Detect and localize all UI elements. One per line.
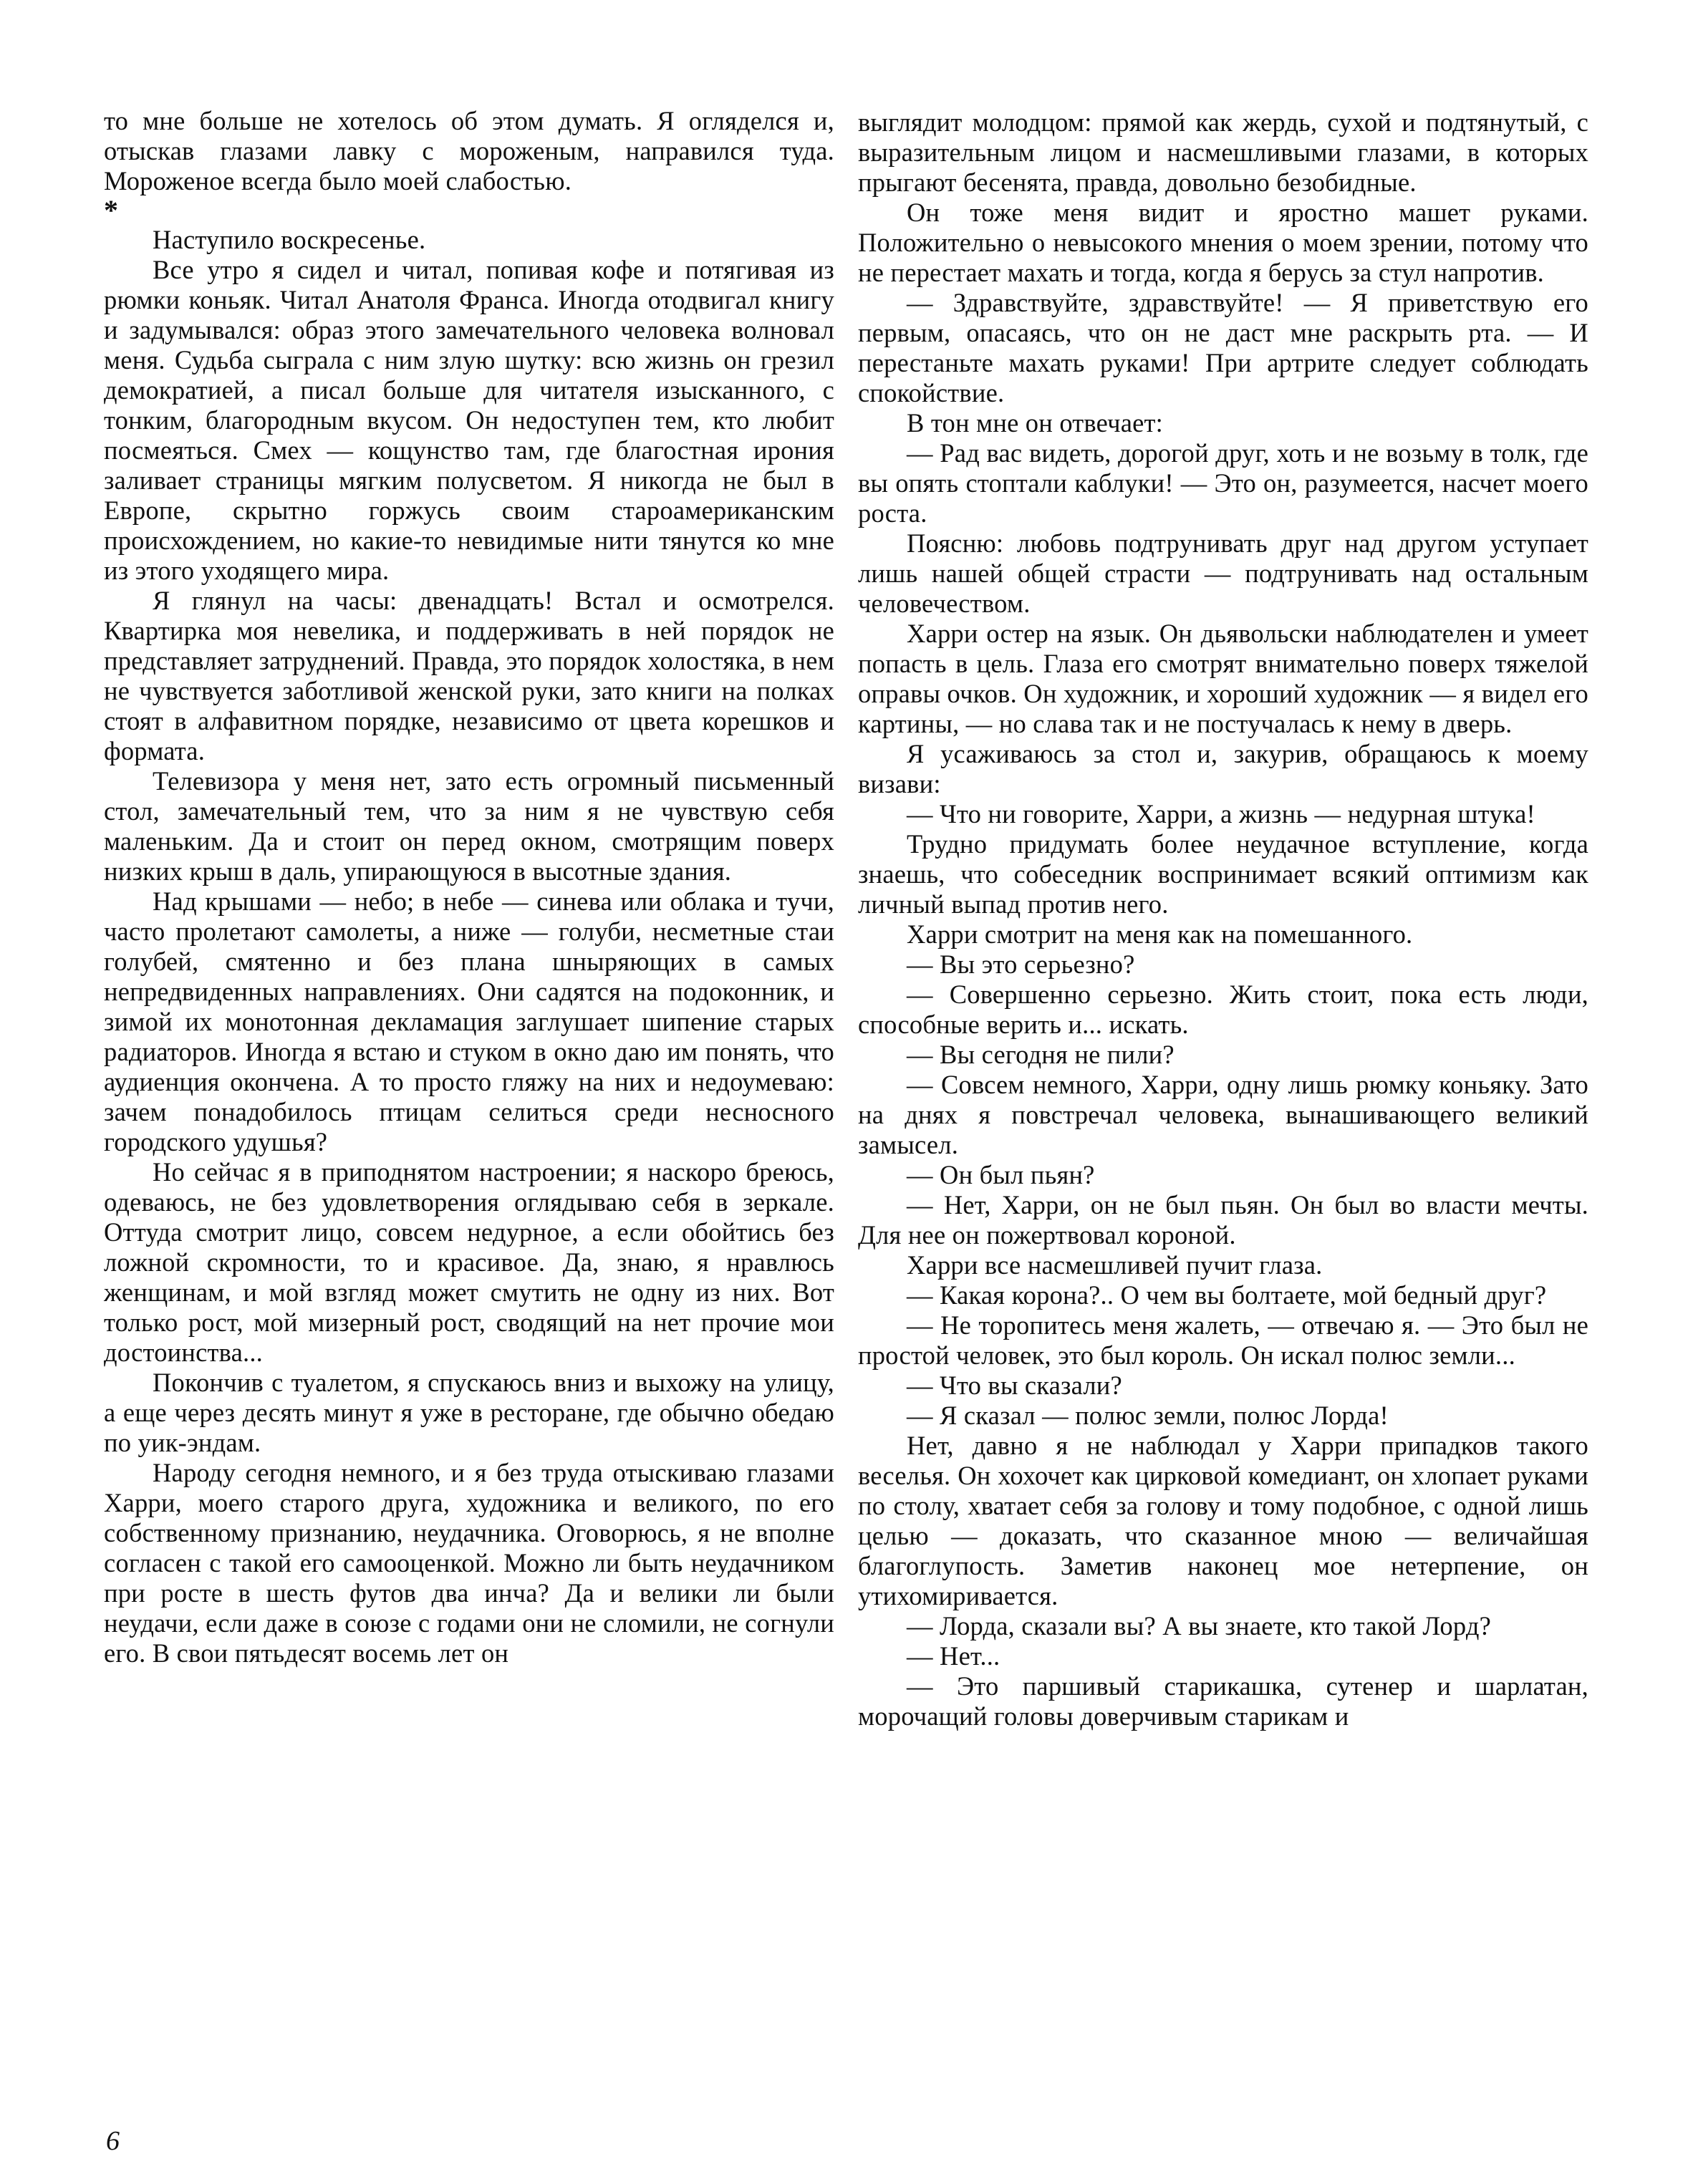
paragraph: Харри смотрит на меня как на помешанного. <box>907 919 1413 949</box>
paragraph: Над крышами — небо; в небе — синева или облака и тучи, часто пролетают самолеты, а ниже — голуби, несметные стаи голубей, смятенно и без плана шныряющих в самых непредвиденных направлениях. Они садятся на подоконник, и зимой их монотонная декламация заглушает шипение старых радиаторов. Иногда я встаю и стуком в окно даю им понять, что аудиенция окончена. А то просто гляжу на них и недоумеваю: зачем понадобилось птицам селиться среди несносного городского удушья? <box>104 886 834 1156</box>
paragraph: — Совершенно серьезно. Жить стоит, пока есть люди, способные верить и... искать. <box>858 980 1588 1039</box>
paragraph: Нет, давно я не наблюдал у Харри припадков такого веселья. Он хохочет как цирковой комедиант, он хлопает руками по столу, хватает себя за голову и тому подобное, с одной лишь целью — доказать, что сказанное мною — величайшая благоглупость. Заметив наконец мое нетерпение, он утихомиривается. <box>858 1431 1588 1610</box>
paragraph: — Рад вас видеть, дорогой друг, хоть и не возьму в толк, где вы опять стоптали каблуки! — Это он, разумеется, насчет моего роста. <box>858 438 1588 528</box>
paragraph: — Нет, Харри, он не был пьян. Он был во власти мечты. Для нее он пожертвовал короной. <box>858 1190 1588 1250</box>
paragraph: Я глянул на часы: двенадцать! Встал и осмотрелся. Квартирка моя невелика, и поддерживать в ней порядок не представляет затруднений. Правда, это порядок холостяка, в нем не чувствуется заботливой женской руки, зато книги на полках стоят в алфавитном порядке, независимо от цвета корешков и формата. <box>104 586 834 765</box>
left-column <box>104 106 834 1668</box>
section-separator: * <box>104 194 119 226</box>
paragraph: Наступило воскресенье. <box>153 225 426 254</box>
paragraph: — Это паршивый старикашка, сутенер и шарлатан, морочащий головы доверчивым старикам и <box>858 1671 1588 1731</box>
paragraph: — Совсем немного, Харри, одну лишь рюмку коньяку. Зато на днях я повстречал человека, вынашивающего великий замысел. <box>858 1070 1588 1159</box>
paragraph: — Вы это серьезно? <box>907 950 1135 979</box>
paragraph: В тон мне он отвечает: <box>907 408 1163 438</box>
paragraph: — Какая корона?.. О чем вы болтаете, мой бедный друг? <box>907 1280 1547 1310</box>
paragraph: — Что ни говорите, Харри, а жизнь — недурная штука! <box>907 799 1535 828</box>
paragraph: Я усаживаюсь за стол и, закурив, обращаюсь к моему визави: <box>858 739 1588 798</box>
paragraph: Он тоже меня видит и яростно машет руками. Положительно о невысокого мнения о моем зрении, потому что не перестает махать и тогда, когда я берусь за стул напротив. <box>858 198 1588 287</box>
paragraph: — Я сказал — полюс земли, полюс Лорда! <box>907 1401 1389 1430</box>
paragraph: — Вы сегодня не пили? <box>907 1040 1175 1069</box>
paragraph: Все утро я сидел и читал, попивая кофе и потягивая из рюмки коньяк. Читал Анатоля Франса. Иногда отодвигал книгу и задумывался: образ этого замечательного человека волновал меня. Судьба сыграла с ним злую шутку: всю жизнь он грезил демократией, а писал больше для читателя изысканного, с тонким, благородным вкусом. Он недоступен тем, кто любит посмеяться. Смех — кощунство там, где благостная ирония заливает страницы мягким полусветом. Я никогда не был в Европе, скрытно горжусь своим староамериканским происхождением, но какие-то невидимые нити тянутся ко мне из этого уходящего мира. <box>104 255 834 585</box>
paragraph: Народу сегодня немного, и я без труда отыскиваю глазами Харри, моего старого друга, художника и великого, по его собственному признанию, неудачника. Оговорюсь, я не вполне согласен с такой его самооценкой. Можно ли быть неудачником при росте в шесть футов два инча? Да и велики ли были неудачи, если даже в союзе с годами они не сломили, не согнули его. В свои пятьдесят восемь лет он <box>104 1458 834 1668</box>
paragraph: Харри остер на язык. Он дьявольски наблюдателен и умеет попасть в цель. Глаза его смотрят внимательно поверх тяжелой оправы очков. Он художник, и хороший художник — я видел его картины, — но слава так и не постучалась к нему в дверь. <box>858 619 1588 738</box>
paragraph: — Лорда, сказали вы? А вы знаете, кто такой Лорд? <box>907 1611 1492 1641</box>
paragraph: — Нет... <box>907 1641 1000 1671</box>
paragraph: — Он был пьян? <box>907 1160 1095 1189</box>
paragraph: Трудно придумать более неудачное вступление, когда знаешь, что собеседник воспринимает всякий оптимизм как личный выпад против него. <box>858 829 1588 919</box>
right-column <box>858 107 1588 1731</box>
paragraph: — Здравствуйте, здравствуйте! — Я приветствую его первым, опасаясь, что он не даст мне раскрыть рта. — И перестаньте махать руками! При артрите следует соблюдать спокойствие. <box>858 288 1588 407</box>
right-intro-paragraph: выглядит молодцом: прямой как жердь, сухой и подтянутый, с выразительным лицом и насмешливыми глазами, в которых прыгают бесенята, правда, довольно безобидные. <box>858 107 1588 197</box>
paragraph: Покончив с туалетом, я спускаюсь вниз и выхожу на улицу, а еще через десять минут я уже в ресторане, где обычно обедаю по уик-эндам. <box>104 1368 834 1457</box>
paragraph: — Что вы сказали? <box>907 1371 1122 1400</box>
paragraph: Телевизора у меня нет, зато есть огромный письменный стол, замечательный тем, что за ним я не чувствую себя маленьким. Да и стоит он перед окном, смотрящим поверх низких крыш в даль, упирающуюся в высотные здания. <box>104 766 834 886</box>
paragraph: Харри все насмешливей пучит глаза. <box>907 1250 1323 1280</box>
left-intro-paragraph: то мне больше не хотелось об этом думать. Я огляделся и, отыскав глазами лавку с мороженым, направился туда. Мороженое всегда было моей слабостью. <box>104 106 834 195</box>
paragraph: — Не торопитесь меня жалеть, — отвечаю я. — Это был не простой человек, это был король. Он искал полюс земли... <box>858 1310 1588 1370</box>
paragraph: Поясню: любовь подтрунивать друг над другом уступает лишь нашей общей страсти — подтрунивать над остальным человечеством. <box>858 528 1588 618</box>
paragraph: Но сейчас я в приподнятом настроении; я наскоро бреюсь, одеваюсь, не без удовлетворения оглядываю себя в зеркале. Оттуда смотрит лицо, совсем недурное, а если обойтись без ложной скромности, то и красивое. Да, знаю, я нравлюсь женщинам, и мой взгляд может смутить не одну из них. Вот только рост, мой мизерный рост, сводящий на нет прочие мои достоинства... <box>104 1157 834 1367</box>
page-number: 6 <box>106 2126 120 2156</box>
